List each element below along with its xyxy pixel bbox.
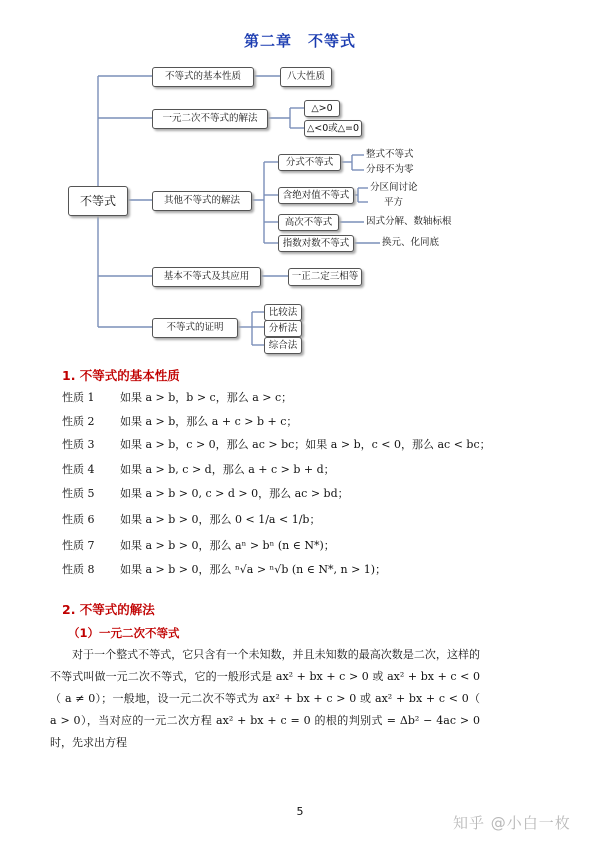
property-text: 如果 a > b > 0，那么 0 < 1/a < 1/b； bbox=[120, 513, 321, 526]
property-row bbox=[62, 485, 349, 501]
mindmap-branch-basic-properties: 不等式的基本性质 bbox=[152, 67, 254, 87]
mindmap-node-absolute: 含绝对值不等式 bbox=[278, 187, 354, 204]
section1-heading: 1. 不等式的基本性质 bbox=[62, 368, 180, 383]
mindmap-leaf-square: 平方 bbox=[384, 197, 404, 208]
mindmap-node-eight-properties: 八大性质 bbox=[280, 67, 332, 87]
property-label: 性质 7 bbox=[62, 539, 95, 552]
mindmap-leaf-denominator: 分母不为零 bbox=[366, 164, 414, 175]
mindmap-node-positive-fixed-equal: 一正二定三相等 bbox=[288, 268, 362, 286]
mindmap-root: 不等式 bbox=[68, 186, 128, 216]
mindmap-node-comparison: 比较法 bbox=[264, 304, 302, 321]
property-row bbox=[62, 436, 491, 452]
mindmap-leaf-substitution: 换元、化同底 bbox=[382, 237, 440, 248]
section2-paragraph: 对于一个整式不等式，它只含有一个未知数，并且未知数的最高次数是二次，这样的不等式叫做一元二次不等式，它的一般形式是 ax² + bx + c > 0 或 ax² + bx + c < 0（ a ≠ 0）；一般地，设一元二次不等式为 ax² + bx + c > 0 或 ax² + bx + c < 0（ a > 0），当对应的一元二次方程 ax² + bx + c = 0 的根的判别式 = Δb² − 4ac > 0 时，先求出方程 bbox=[50, 648, 480, 749]
property-row bbox=[62, 561, 386, 577]
mindmap-branch-basic-inequality: 基本不等式及其应用 bbox=[152, 267, 261, 287]
property-row bbox=[62, 413, 297, 429]
property-text: 如果 a > b, c > d，那么 a + c > b + d； bbox=[120, 463, 335, 476]
mindmap-leaf-factorization: 因式分解、数轴标根 bbox=[366, 216, 452, 227]
property-label: 性质 2 bbox=[62, 415, 95, 428]
mindmap-node-analysis: 分析法 bbox=[264, 320, 302, 337]
property-text: 如果 a > b，b > c，那么 a > c； bbox=[120, 391, 293, 404]
mindmap-node-higher-degree: 高次不等式 bbox=[278, 214, 339, 231]
property-label: 性质 3 bbox=[62, 438, 95, 451]
property-label: 性质 8 bbox=[62, 563, 95, 576]
property-row bbox=[62, 511, 320, 527]
section2-subheading: （1）一元二次不等式 bbox=[68, 626, 180, 640]
page-number: 5 bbox=[296, 805, 304, 818]
mindmap-node-exp-log: 指数对数不等式 bbox=[278, 235, 354, 252]
property-label: 性质 4 bbox=[62, 463, 95, 476]
mindmap-leaf-intervals: 分区间讨论 bbox=[370, 182, 418, 193]
property-label: 性质 5 bbox=[62, 487, 95, 500]
property-text: 如果 a > b > 0, c > d > 0，那么 ac > bd； bbox=[120, 487, 349, 500]
mindmap-branch-quadratic: 一元二次不等式的解法 bbox=[152, 109, 268, 129]
property-text: 如果 a > b > 0，那么 ⁿ√a > ⁿ√b (n ∈ N*, n > 1)； bbox=[120, 563, 387, 576]
mindmap-branch-other: 其他不等式的解法 bbox=[152, 191, 252, 211]
mindmap-branch-proof: 不等式的证明 bbox=[152, 318, 238, 338]
property-row bbox=[62, 389, 292, 405]
property-row bbox=[62, 461, 335, 477]
section2-heading: 2. 不等式的解法 bbox=[62, 602, 155, 617]
page-title: 第二章 不等式 bbox=[243, 32, 356, 50]
property-label: 性质 6 bbox=[62, 513, 95, 526]
property-label: 性质 1 bbox=[62, 391, 95, 404]
watermark: 知乎 @小白一枚 bbox=[453, 814, 571, 832]
mindmap-node-delta-nonpositive: △<0或△=0 bbox=[304, 120, 362, 137]
mindmap-node-fractional: 分式不等式 bbox=[278, 154, 341, 171]
mindmap-leaf-polynomial: 整式不等式 bbox=[366, 149, 414, 160]
property-text: 如果 a > b > 0，那么 aⁿ > bⁿ (n ∈ N*)； bbox=[120, 539, 335, 552]
property-text: 如果 a > b，c > 0，那么 ac > bc；如果 a > b，c < 0，那么 ac < bc； bbox=[120, 438, 491, 451]
property-text: 如果 a > b，那么 a + c > b + c； bbox=[120, 415, 298, 428]
mindmap-node-delta-positive: △>0 bbox=[304, 100, 340, 117]
mindmap-node-synthesis: 综合法 bbox=[264, 337, 302, 354]
property-row bbox=[62, 537, 335, 553]
